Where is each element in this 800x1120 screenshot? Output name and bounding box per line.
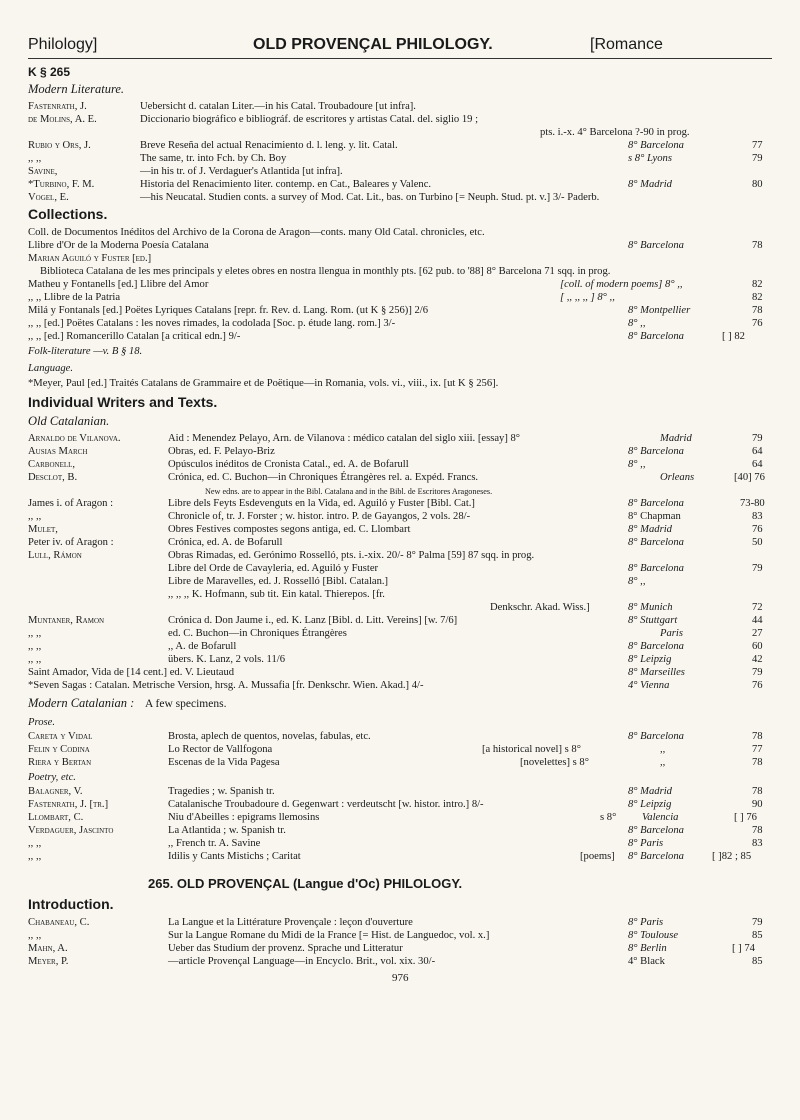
entry-text: Folk-literature —v. B § 18. xyxy=(28,346,143,357)
entry-place: ,, xyxy=(660,744,666,755)
note-text: New edns. are to appear in the Bibl. Catalana and in the Bibl. de Escritores Aragoneses. xyxy=(205,487,493,496)
entry-price: [ ] 76 xyxy=(734,812,757,823)
author: Savine, xyxy=(28,166,58,177)
entry-text: ,, ,, Llibre de la Patria xyxy=(28,292,121,303)
entry-place: 8° ,, xyxy=(628,576,646,587)
entry-place: 8° Barcelona xyxy=(628,537,684,548)
author: de Molins, A. E. xyxy=(28,114,97,125)
author: Carbonell, xyxy=(28,459,76,470)
entry-text: Obres Festives compostes segons antiga, ed. C. Llombart xyxy=(168,524,411,535)
entry-price: 80 xyxy=(752,179,763,190)
entry-price: 79 xyxy=(752,667,763,678)
entry-place: 8° Toulouse xyxy=(628,930,679,941)
entry-text: Matheu y Fontanells [ed.] Llibre del Amor xyxy=(28,279,209,290)
entry-text: *Meyer, Paul [ed.] Traités Catalans de Grammaire et de Poëtique—in Romania, vols. vi., viii., ix. [ut K § 256]. xyxy=(28,378,499,389)
entry-text: Crónica, ed. C. Buchon—in Chroniques Étrangères rel. a. Expéd. Francs. xyxy=(168,472,479,483)
entry-price: 83 xyxy=(752,838,763,849)
header-center: OLD PROVENÇAL PHILOLOGY. xyxy=(253,36,493,53)
entry-price: 78 xyxy=(752,757,763,768)
entry-note: [poems] xyxy=(580,851,615,862)
entry-place: 8° Barcelona xyxy=(628,731,684,742)
entry-place: Paris xyxy=(660,628,683,639)
running-header xyxy=(28,36,772,56)
entry-price: [ ] 82 xyxy=(722,331,745,342)
author: ,, ,, xyxy=(28,654,42,665)
entry-place: 8° Paris xyxy=(628,838,664,849)
section-265-title: 265. OLD PROVENÇAL (Langue d'Oc) PHILOLOGY. xyxy=(148,876,463,891)
author: ,, ,, xyxy=(28,628,42,639)
entry-text: Denkschr. Akad. Wiss.] xyxy=(490,602,590,613)
entry-text: Biblioteca Catalana de les mes principals y eletes obres en nostra llengua in monthly pts. [62 pub. to '88] 8° Barcelona 71 sqq. in prog. xyxy=(40,266,611,277)
entry-place: 8° Barcelona xyxy=(628,851,684,862)
entry-place: 8° Madrid xyxy=(628,786,672,797)
entry-place: 8° Marseilles xyxy=(628,667,685,678)
header-left: Philology] xyxy=(28,36,98,53)
author: *Turbino, F. M. xyxy=(28,179,95,190)
entry-text: Uebersicht d. catalan Liter.—in his Catal. Troubadoure [ut infra]. xyxy=(140,101,416,112)
entry-price: 90 xyxy=(752,799,763,810)
entry-price: 42 xyxy=(752,654,763,665)
author: Chabaneau, C. xyxy=(28,917,90,928)
entry-price: 78 xyxy=(752,786,763,797)
entry-text: Niu d'Abeilles : epigrams llemosins xyxy=(168,812,320,823)
entry-note: s 8° xyxy=(600,812,617,823)
entry-price: 82 xyxy=(752,279,763,290)
entry-place: [ ,, ,, ,, ] 8° ,, xyxy=(560,292,615,303)
entry-text: La Atlantida ; w. Spanish tr. xyxy=(168,825,286,836)
entry-price: 50 xyxy=(752,537,763,548)
individual-heading: Individual Writers and Texts. xyxy=(28,394,218,410)
entry-place: 8° Barcelona xyxy=(628,563,684,574)
entry-text: Crónica, ed. A. de Bofarull xyxy=(168,537,283,548)
entry-price: 64 xyxy=(752,446,763,457)
author: Peter iv. of Aragon : xyxy=(28,537,114,548)
header-rule xyxy=(28,58,772,59)
entry-price: 78 xyxy=(752,240,763,251)
poetry-label: Poetry, etc. xyxy=(28,772,76,783)
entry-note: [novelettes] s 8° xyxy=(520,757,589,768)
author: Mahn, A. xyxy=(28,943,68,954)
author: Meyer, P. xyxy=(28,956,69,967)
entry-price: 44 xyxy=(752,615,763,626)
subhead-specimens: A few specimens. xyxy=(145,698,227,710)
entry-price: 78 xyxy=(752,825,763,836)
entry-text: ,, ,, [ed.] Poëtes Catalans : les noves rimades, la codolada [Soc. p. étude lang. rom.] 3/- xyxy=(28,318,396,329)
entry-text: Diccionario biográfico e bibliográf. de escritores y artistas Catal. del. siglio 19 ; xyxy=(140,114,479,125)
entry-place: 8° Leipzig xyxy=(628,654,672,665)
entry-text: übers. K. Lanz, 2 vols. 11/6 xyxy=(168,654,286,665)
author: Lull, Rámon xyxy=(28,550,82,561)
entry-text: Coll. de Documentos Inéditos del Archivo de la Corona de Aragon—conts. many Old Catal. chronicles, etc. xyxy=(28,227,485,238)
entry-price: 77 xyxy=(752,140,763,151)
entry-text: ,, A. de Bofarull xyxy=(168,641,237,652)
entry-place: 8° Madrid xyxy=(628,179,672,190)
entry-text: Milá y Fontanals [ed.] Poëtes Lyriques Catalans [repr. fr. Rev. d. Lang. Rom. (ut K § 256)] 2/6 xyxy=(28,305,429,316)
subhead-modern-literature: Modern Literature. xyxy=(28,82,125,96)
entry-text: —his Neucatal. Studien conts. a survey of Mod. Cat. Lit., bas. on Turbino [= Neuph. Stud. pt. v.] 3/- Paderb. xyxy=(140,192,600,203)
entry-text: Chronicle of, tr. J. Forster ; w. histor. intro. P. de Gayangos, 2 vols. 28/- xyxy=(168,511,471,522)
entry-text: Idilis y Cants Mistichs ; Caritat xyxy=(168,851,301,862)
entry-price: 76 xyxy=(752,318,763,329)
entry-place: 8° Barcelona xyxy=(628,331,684,342)
entry-text: Historia del Renacimiento liter. contemp. en Cat., Baleares y Valenc. xyxy=(140,179,432,190)
entry-place: [coll. of modern poems] 8° ,, xyxy=(560,279,683,290)
entry-text: pts. i.-x. 4° Barcelona ?-90 in prog. xyxy=(540,127,690,138)
subhead-old-catalanian: Old Catalanian. xyxy=(28,414,110,428)
entry-price: [ ] 74 xyxy=(732,943,755,954)
author: ,, ,, xyxy=(28,153,42,164)
author: ,, ,, xyxy=(28,930,42,941)
entry-text: Catalanische Troubadoure d. Gegenwart : verdeutscht [w. histor. intro.] 8/- xyxy=(168,799,484,810)
entry-place: 4° Vienna xyxy=(628,680,670,691)
entry-place: 8° Munich xyxy=(628,602,673,613)
author: Riera y Bertan xyxy=(28,757,92,768)
entry-text: Escenas de la Vida Pagesa xyxy=(168,757,280,768)
entry-place: 8° Barcelona xyxy=(628,240,684,251)
entry-price: 78 xyxy=(752,305,763,316)
entry-text: La Langue et la Littérature Provençale : leçon d'ouverture xyxy=(168,917,413,928)
author: ,, ,, xyxy=(28,511,42,522)
entry-place: 8° Barcelona xyxy=(628,140,684,151)
entry-text: Lo Rector de Vallfogona xyxy=(168,744,273,755)
author: ,, ,, xyxy=(28,851,42,862)
entry-place: 8° Leipzig xyxy=(628,799,672,810)
author: James i. of Aragon : xyxy=(28,498,114,509)
entry-place: 8° Barcelona xyxy=(628,446,684,457)
entry-text: ,, French tr. A. Savine xyxy=(168,838,261,849)
entry-price: 73-80 xyxy=(740,498,765,509)
author: Fastenrath, J. [tr.] xyxy=(28,799,109,810)
entry-place: ,, xyxy=(660,757,666,768)
author: Vogel, E. xyxy=(28,192,69,203)
header-right: [Romance xyxy=(590,36,663,53)
author: ,, ,, xyxy=(28,641,42,652)
author: Balagner, V. xyxy=(28,786,83,797)
entry-text: —article Provençal Language—in Encyclo. Brit., vol. xix. 30/- xyxy=(168,956,436,967)
entry-price: 78 xyxy=(752,731,763,742)
entry-text: ed. C. Buchon—in Chroniques Étrangères xyxy=(168,628,347,639)
entry-text: —in his tr. of J. Verdaguer's Atlantida [ut infra]. xyxy=(140,166,343,177)
entry-text: ,, ,, [ed.] Romancerillo Catalan [a critical edn.] 9/- xyxy=(28,331,241,342)
author: Saint Amador, Vida de [14 cent.] ed. V. Lieutaud xyxy=(28,667,235,678)
entry-place: Orleans xyxy=(660,472,695,483)
entry-text: Libre de Maravelles, ed. J. Rosselló [Bibl. Catalan.] xyxy=(168,576,389,587)
entry-text: Libre del Orde de Cavayleria, ed. Aguiló y Fuster xyxy=(168,563,379,574)
author: Muntaner, Ramon xyxy=(28,615,105,626)
entry-text: Sur la Langue Romane du Midi de la France [= Hist. de Languedoc, vol. x.] xyxy=(168,930,490,941)
prose-label: Prose. xyxy=(28,717,55,728)
entry-place: 8° Berlin xyxy=(628,943,667,954)
entry-place: 8° Madrid xyxy=(628,524,672,535)
entry-price: 79 xyxy=(752,917,763,928)
entry-place: 4° Black xyxy=(628,956,665,967)
entry-text: Ueber das Studium der provenz. Sprache und Litteratur xyxy=(168,943,403,954)
entry-place: Valencia xyxy=(642,812,679,823)
entry-price: [ ]82 ; 85 xyxy=(712,851,752,862)
entry-place: 8° Montpellier xyxy=(628,305,691,316)
entry-text: Marian Aguiló y Fuster [ed.] xyxy=(28,253,152,264)
entry-text: Language. xyxy=(28,363,74,374)
entry-text: Llibre d'Or de la Moderna Poesía Catalana xyxy=(28,240,209,251)
entry-price: 64 xyxy=(752,459,763,470)
entry-text: Brosta, aplech de quentos, novelas, fabulas, etc. xyxy=(168,731,371,742)
entry-price: 79 xyxy=(752,153,763,164)
entry-text: Obras Rimadas, ed. Gerónimo Rosselló, pts. i.-xix. 20/- 8° Palma [59] 87 sqq. in prog. xyxy=(168,550,535,561)
author: ,, ,, xyxy=(28,838,42,849)
entry-text: Obras, ed. F. Pelayo-Briz xyxy=(168,446,275,457)
entry-note: [a historical novel] s 8° xyxy=(482,744,581,755)
entry-price: 85 xyxy=(752,956,763,967)
subhead-modern-catalanian: Modern Catalanian : xyxy=(28,696,135,710)
entry-place: 8° ,, xyxy=(628,318,646,329)
entry-price: 82 xyxy=(752,292,763,303)
entry-price: 72 xyxy=(752,602,763,613)
page-number: 976 xyxy=(392,972,409,984)
entry-price: 79 xyxy=(752,433,763,444)
entry-price: 60 xyxy=(752,641,763,652)
entry-place: 8° Barcelona xyxy=(628,825,684,836)
entry-text: Tragedies ; w. Spanish tr. xyxy=(168,786,275,797)
author: Llombart, C. xyxy=(28,812,84,823)
entry-text: ,, ,, ,, K. Hofmann, sub tit. Ein katal. Thierepos. [fr. xyxy=(168,589,385,600)
entry-place: 8° Barcelona xyxy=(628,641,684,652)
entry-place: 8° Barcelona xyxy=(628,498,684,509)
entry-place: s 8° Lyons xyxy=(628,153,672,164)
entry-price: 77 xyxy=(752,744,763,755)
author: Mulet, xyxy=(28,524,58,535)
author: Careta y Vidal xyxy=(28,731,93,742)
entry-place: 8° Chapman xyxy=(628,511,681,522)
entry-text: Libre dels Feyts Esdevenguts en la Vida, ed. Aguiló y Fuster [Bibl. Cat.] xyxy=(168,498,475,509)
entry-text: Crónica d. Don Jaume i., ed. K. Lanz [Bibl. d. Litt. Vereins] [w. 7/6] xyxy=(168,615,458,626)
entry-text: Breve Reseña del actual Renacimiento d. l. leng. y. lit. Catal. xyxy=(140,140,398,151)
introduction-heading: Introduction. xyxy=(28,896,114,912)
entry-place: 8° ,, xyxy=(628,459,646,470)
entry-place: Madrid xyxy=(660,433,692,444)
entry-text: The same, tr. into Fch. by Ch. Boy xyxy=(140,153,287,164)
author: Fastenrath, J. xyxy=(28,101,87,112)
collections-heading: Collections. xyxy=(28,206,108,222)
entry-price: 79 xyxy=(752,563,763,574)
entry-price: 27 xyxy=(752,628,763,639)
entry-price: 76 xyxy=(752,524,763,535)
entry-text: Opúsculos inéditos de Cronista Catal., ed. A. de Bofarull xyxy=(168,459,409,470)
entry-price: [40] 76 xyxy=(734,472,765,483)
author: Desclot, B. xyxy=(28,472,78,483)
entry-place: 8° Paris xyxy=(628,917,664,928)
entry-price: 83 xyxy=(752,511,763,522)
author: Rubio y Ors, J. xyxy=(28,140,91,151)
author: Verdaguer, Jascinto xyxy=(28,825,114,836)
section-ref: K § 265 xyxy=(28,65,71,79)
author: *Seven Sagas : Catalan. Metrische Version, hrsg. A. Mussafia [fr. Denkschr. Wien. Akad.] 4/- xyxy=(28,680,424,691)
entry-place: 8° Stuttgart xyxy=(628,615,678,626)
entry-price: 76 xyxy=(752,680,763,691)
author: Felin y Codina xyxy=(28,744,90,755)
entry-price: 85 xyxy=(752,930,763,941)
author: Ausias March xyxy=(28,446,88,457)
entry-text: Aid : Menendez Pelayo, Arn. de Vilanova : médico catalan del siglo xiii. [essay] 8° xyxy=(168,433,521,444)
author: Arnaldo de Vilanova. xyxy=(28,433,121,444)
